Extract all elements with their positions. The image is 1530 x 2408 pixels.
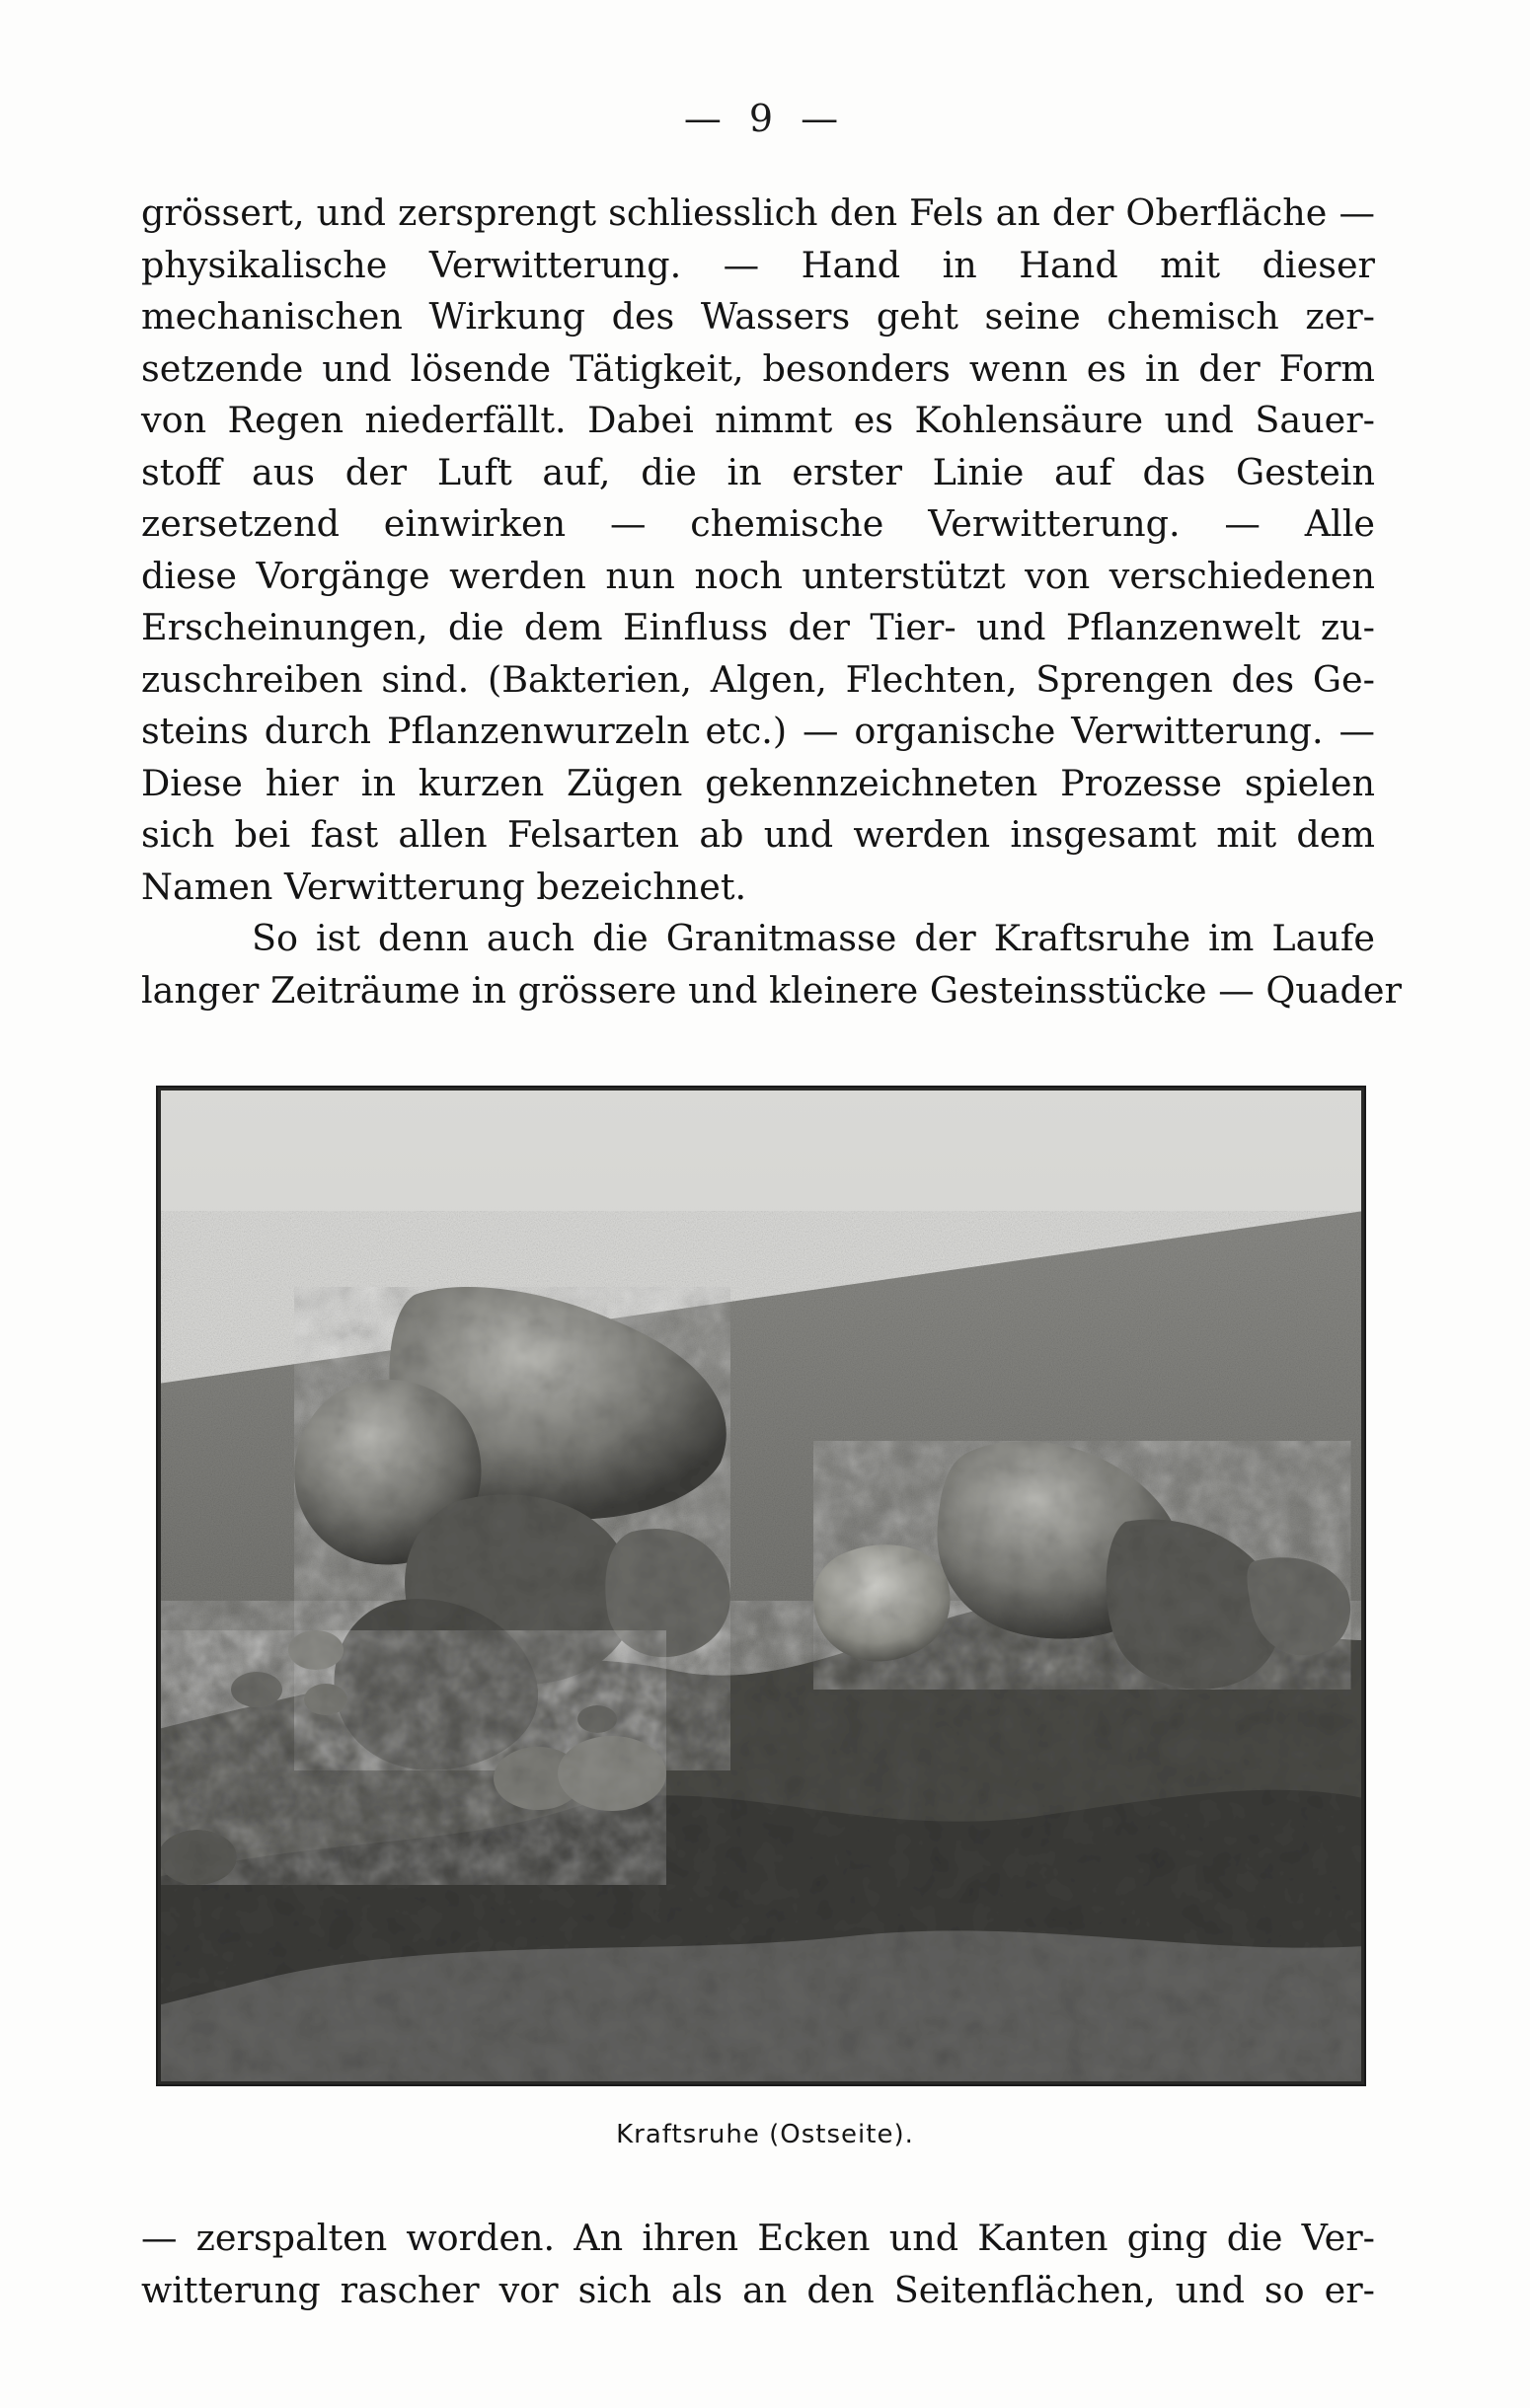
text-line: physikalische Verwitterung. — Hand in Hand mit dieser (141, 243, 1375, 286)
text-line: Diese hier in kurzen Zügen gekennzeichneten Prozesse spielen (141, 761, 1375, 804)
figure-caption: Kraftsruhe (Ostseite). (616, 2120, 914, 2149)
text-line: diese Vorgänge werden nun noch unterstützt von verschiedenen (141, 554, 1375, 597)
text-line: stoff aus der Luft auf, die in erster Linie auf das Gestein (141, 450, 1375, 493)
text-line: So ist denn auch die Granitmasse der Kraftsruhe im Laufe (252, 917, 1375, 959)
text-line: setzende und lösende Tätigkeit, besonders wenn es in der Form (141, 346, 1375, 390)
text-line: grössert, und zersprengt schliesslich den Fels an der Oberfläche — (141, 191, 1375, 234)
text-line: Erscheinungen, die dem Einfluss der Tier- und Pflanzenwelt zu- (141, 606, 1375, 648)
text-line: zersetzend einwirken — chemische Verwitterung. — Alle (141, 502, 1375, 545)
text-line: witterung rascher vor sich als an den Seitenflächen, und so er- (141, 2268, 1375, 2311)
photograph-kraftsruhe (156, 1086, 1366, 2086)
text-line: sich bei fast allen Felsarten ab und werden insgesamt mit dem (141, 813, 1375, 856)
body-text-top (141, 188, 1402, 1016)
text-line: von Regen niederfällt. Dabei nimmt es Kohlensäure und Sauer- (141, 399, 1375, 441)
text-line: steins durch Pflanzenwurzeln etc.) — organische Verwitterung. — (141, 710, 1375, 752)
text-line: Namen Verwitterung bezeichnet. (141, 865, 747, 908)
body-text-bottom (141, 2213, 1375, 2316)
photo-illustration (158, 1088, 1364, 2084)
text-line: langer Zeiträume in grössere und kleinere Gesteinsstücke — Quader (141, 968, 1402, 1012)
text-line: zuschreiben sind. (Bakterien, Algen, Flechten, Sprengen des Ge- (141, 657, 1375, 701)
page-number: — 9 — (683, 97, 847, 140)
text-line: — zerspalten worden. An ihren Ecken und Kanten ging die Ver- (141, 2217, 1375, 2259)
text-line: mechanischen Wirkung des Wassers geht seine chemisch zer- (141, 295, 1375, 338)
